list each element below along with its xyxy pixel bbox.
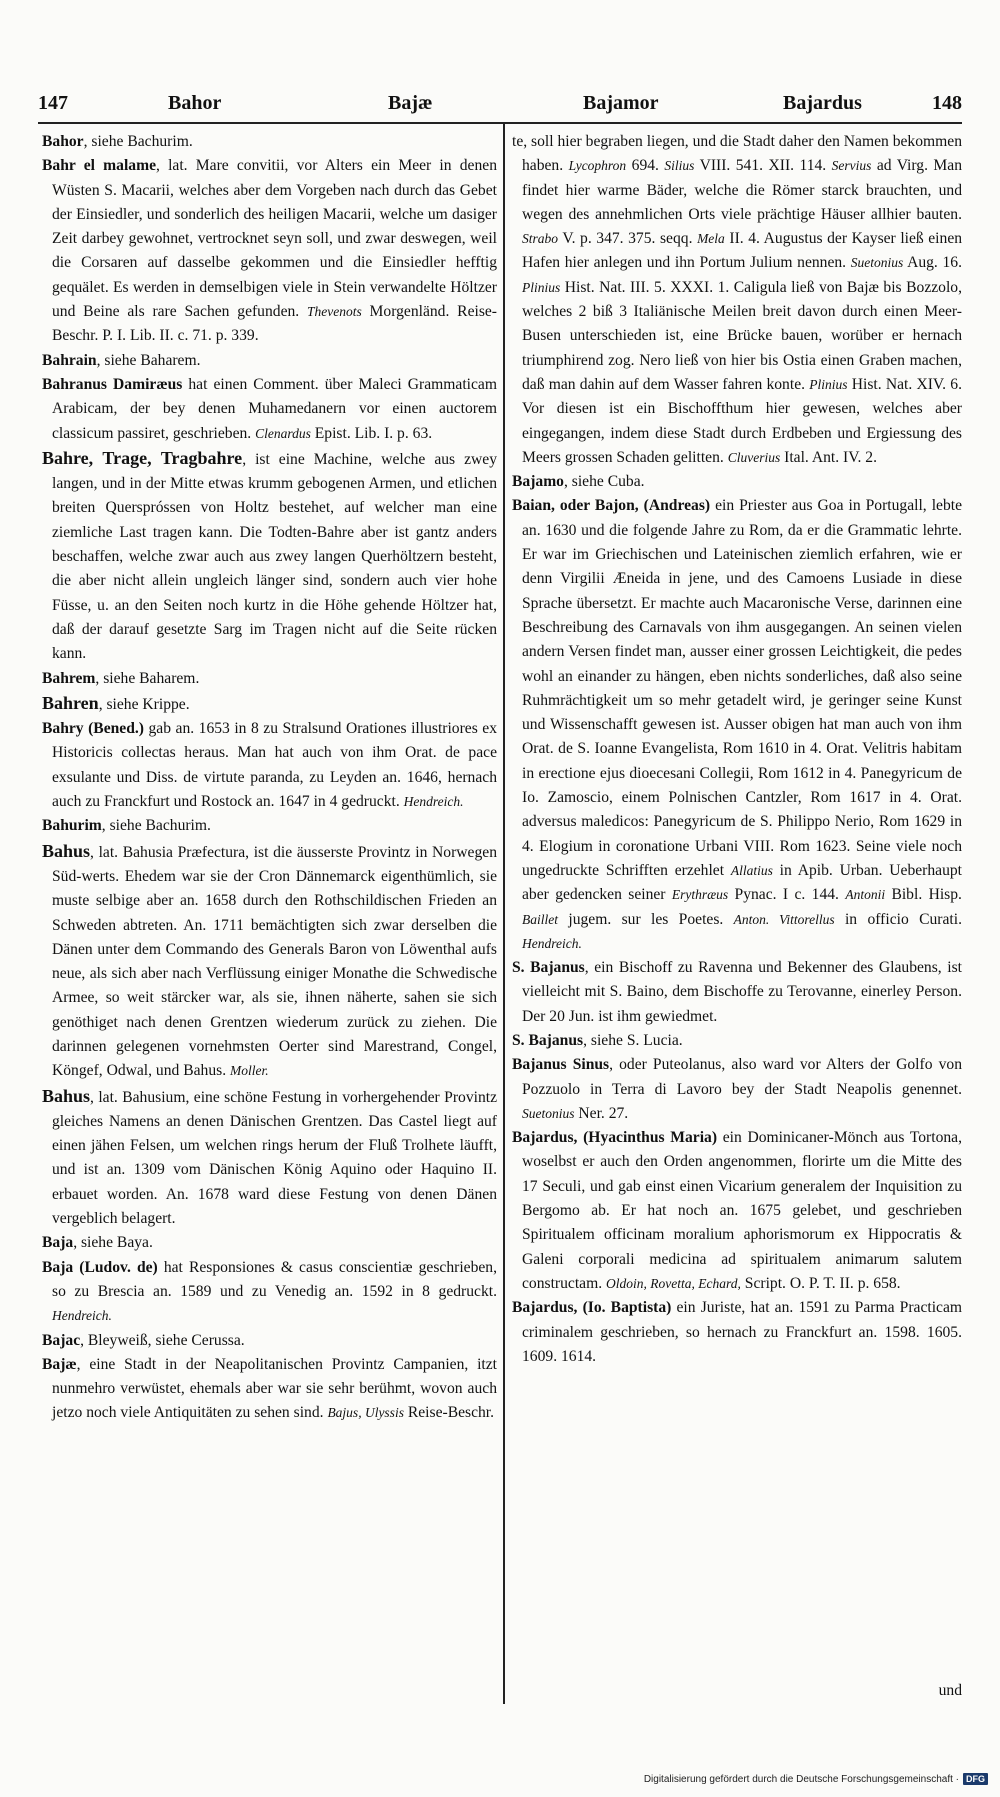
- dictionary-entry: [512, 1053, 962, 1126]
- entry-text: , eine Stadt in der Neapolitanischen Provintz Campanien, itzt nunmehro verwüstet, ehemals aber war sie sehr berühmt, wovon auch jetzo noch viele Antiquitäten zu sehen sind.: [52, 1355, 497, 1422]
- entry-lemma: S. Bajanus: [512, 959, 585, 977]
- entry-text: gab an. 1653 in 8 zu Stralsund Orationes illustriores ex Historicis collectas heraus. Man hat auch von ihm Orat. de pace exsulante und Diss. de virtute paranda, zu Leyden an. 1646, hernach auch zu Franckfurt und Rostock an. 1647 in 4 gedruckt.: [52, 720, 498, 811]
- running-head-left-1: Bahor: [168, 92, 222, 114]
- entry-text: te, soll hier begraben liegen, und die Stadt daher den Namen bekommen haben.: [512, 133, 962, 175]
- entry-text: , siehe Cuba.: [563, 473, 645, 491]
- digitization-footer: [644, 1773, 988, 1785]
- entry-text: 694.: [631, 157, 659, 175]
- entry-text: Reise-Beschr.: [407, 1404, 495, 1422]
- dictionary-entry: [42, 1353, 497, 1426]
- entry-text: Epist. Lib. I. p. 63.: [314, 424, 433, 442]
- entry-source: Mela: [697, 231, 725, 247]
- dictionary-entry: [42, 1329, 497, 1353]
- entry-source: Baillet: [522, 911, 558, 927]
- catchword: und: [938, 1682, 962, 1699]
- entry-text: hat einen Comment. über Maleci Grammaticam Arabicam, der bey denen Muhamedanern vor einen auctorem classicum passiret, geschrieben.: [52, 375, 497, 442]
- entry-source: Silius: [664, 158, 695, 174]
- dictionary-entry: [512, 130, 962, 470]
- dictionary-entry: [42, 446, 497, 667]
- entry-text: , ein Bischoff zu Ravenna und Bekenner des Glaubens, ist vielleicht mit S. Baino, dem Bischoffe zu Terovanne, einerley Person. Der 20 Jun. ist ihm gewiedmet.: [522, 959, 962, 1025]
- entry-text: II. 4. Augustus der Kayser ließ einen Hafen hier anlegen und ihn Portum Julium nennen.: [522, 230, 963, 272]
- running-head-right-2: Bajardus: [783, 92, 862, 114]
- entry-source: Suetonius: [850, 255, 904, 271]
- entry-lemma: Bajamo: [512, 473, 564, 491]
- entry-source: Antonii: [845, 887, 886, 903]
- entry-lemma: Baian, oder Bajon, (Andreas): [512, 497, 711, 515]
- entry-text: jugem. sur les Poetes.: [568, 910, 724, 928]
- entry-lemma: Bahry (Bened.): [42, 720, 144, 738]
- entry-source: Bajus, Ulyssis: [327, 1405, 404, 1421]
- entry-text: hat Responsiones & casus conscientiæ geschrieben, so zu Brescia an. 1589 und zu Venedig an. 1592 in 8 gedruckt.: [52, 1258, 497, 1300]
- entry-text: ein Juriste, hat an. 1591 zu Parma Practicam criminalem geschrieben, so hernach zu Franckfurt an. 1598. 1605. 1609. 1614.: [522, 1299, 962, 1365]
- entry-text: , lat. Bahusia Præfectura, ist die äusserste Provintz in Norwegen Süd-werts. Ehedem war sie der Cron Dännemarck eigenthümlich, sie muste selbige aber an. 1658 durch den Rothschildischen Frieden an Schweden abtreten. An. 1711 bemächtigten sich zwar derselben die Dänen unter dem Commando des Generals Baron von Löwenthal aufs neue, als sich aber nach Verflüssung einiger Monathe die Schwedische Armee, so weit stärcker war, als sie, ihnen näherte, sahen sie sich genöthiget nach denen Grentzen wiederum zurück zu ziehen. Die darinnen gelegenen vornehmsten Oerter sind Marestrand, Congel, Köngef, Odwal, und Bahus.: [52, 843, 497, 1080]
- page-header: [38, 88, 962, 122]
- entry-text: Hist. Nat. III. 5. XXXI. 1. Caligula ließ von Bajæ bis Bozzolo, welches 2 biß 3 Italiänische Meilen breit davon durch einen Meer-Busen unterschieden ist, eine Brücke bauen, worüber er hernach triumphirend zog. Nero ließ von hier bis Ostia einen Graben machen, daß man dahin auf dem Wasser fahren konte.: [522, 278, 962, 393]
- entry-lemma: Bajæ: [42, 1355, 77, 1373]
- dictionary-entry: [512, 470, 962, 494]
- entry-text: Ital. Ant. IV. 2.: [784, 448, 877, 466]
- running-head-left-2: Bajæ: [388, 92, 433, 114]
- entry-text: Bibl. Hisp.: [891, 886, 962, 904]
- entry-lemma: Bajac: [42, 1331, 81, 1349]
- entry-source: Hendreich.: [403, 794, 464, 810]
- entry-text: Aug. 16.: [907, 254, 962, 272]
- entry-source: Servius: [831, 158, 872, 174]
- dictionary-entry: [42, 1231, 497, 1255]
- entry-source: Plinius: [809, 376, 848, 392]
- entry-source: Hendreich.: [522, 935, 582, 951]
- entry-source: Moller.: [230, 1063, 269, 1079]
- dictionary-entry: [512, 494, 962, 956]
- dictionary-entry: [42, 1256, 497, 1329]
- entry-source: Lycophron: [568, 158, 627, 174]
- dictionary-entry: [512, 1029, 962, 1053]
- entry-lemma: Bahus: [42, 1085, 91, 1106]
- entry-text: , Bleyweiß, siehe Cerussa.: [80, 1331, 245, 1349]
- dictionary-entry: [42, 717, 497, 814]
- entry-lemma: Bahor: [42, 133, 84, 150]
- entry-lemma: Baja (Ludov. de): [42, 1258, 158, 1276]
- entry-text: ein Priester aus Goa in Portugall, lebte an. 1630 und die folgende Jahre zu Rom, da er die Grammatic lehrte. Er war im Griechischen und Lateinischen ziemlich erfahren, wie er denn Virgilii Æneida in jene, und des Camoens Lusiade in diese Sprache übersetzt. Er machte auch Macaronische Verse, darinnen eine Beschreibung des Carnavals von ihm ausgegangen. An seinen vielen andern Versen findet man, ausser einer grossen Leichtigkeit, die pedes wohl an einander zu hängen, eben nichts sonderliches, daß also seine Ruhmrächtigkeit um so mehr getadelt wird, je geringer seine Kunst und Wissenschafft gewesen ist. Ausser obigen hat man auch von ihm Orat. de S. Ioanne Evangelista, Rom 1610 in 4. Orat. Velitris habitam in erectione ejus dioecesani Collegii, Rom 1612 in 4. Panegyricum de Io. Zamoscio, einem Polnischen Cantzler, Rom 1617 in 4. Orat. adversus maledicos: Panegyricum de S. Philippo Nerio, Rom 1629 in 4. Elogium in coronatione Urbani VIII. Rom 1623. Seine viele noch ungedruckte Schrifften erzehlet: [522, 497, 962, 879]
- entry-lemma: Bahren: [42, 692, 99, 713]
- dictionary-entry: [42, 839, 497, 1084]
- entry-text: Pynac. I c. 144.: [734, 886, 839, 904]
- entry-source: Strabo: [522, 231, 559, 247]
- dfg-logo: DFG: [963, 1773, 988, 1785]
- page-number-right: 148: [932, 92, 962, 114]
- entry-text: in officio Curati.: [844, 910, 962, 928]
- entry-text: Hist. Nat. XIV. 6. Vor diesen ist ein Bischoffthum hier gewesen, welches aber eingegangen, indem diese Stadt durch Erdbeben und Ergiessung des Meers grossen Schaden gelitten.: [522, 375, 962, 466]
- entry-lemma: Bahranus Damiræus: [42, 375, 183, 393]
- entry-lemma: Bahr el malame: [42, 157, 156, 175]
- entry-lemma: Baja: [42, 1234, 74, 1252]
- entry-lemma: Bajardus, (Hyacinthus Maria): [512, 1129, 718, 1147]
- entry-text: in Apib. Urban. Ueberhaupt aber gedencken seiner: [522, 861, 962, 904]
- entry-text: Ner. 27.: [578, 1104, 629, 1122]
- entry-lemma: Bahrain: [42, 351, 97, 369]
- dictionary-entry: [42, 691, 497, 717]
- entry-text: , siehe Baya.: [73, 1234, 153, 1252]
- entry-lemma: Bahus: [42, 840, 91, 861]
- dictionary-entry: [512, 1296, 962, 1369]
- entry-lemma: Bahre, Trage, Tragbahre: [42, 447, 243, 468]
- entry-lemma: Bajanus Sinus: [512, 1056, 610, 1074]
- dictionary-entry: [512, 956, 962, 1029]
- entry-text: , lat. Mare convitii, vor Alters ein Meer in denen Wüsten S. Macarii, welches aber dem Vorgeben nach durch das Gebet der Einsiedler, und sonderlich des heiligen Macarii, welche um dasiger Zeit darbey gewohnet, vertrocknet seyn soll, und zwar deswegen, weil die Corsaren auf dasselbe gekommen und die Einsiedler hefftig gequälet. Es werden in demselbigen viele in Stein verwandelte Höltzer und Beine als rare Sachen gefunden.: [52, 157, 497, 321]
- entry-text: V. p. 347. 375. seqq.: [562, 230, 693, 248]
- column-divider: [503, 124, 505, 1704]
- entry-source: Erythræus: [671, 887, 729, 903]
- entry-text: VIII. 541. XII. 114.: [699, 157, 827, 175]
- entry-source: Clenardus: [255, 425, 311, 441]
- dictionary-entry: [42, 667, 497, 691]
- entry-text: , siehe Bachurim.: [101, 817, 211, 835]
- running-head-right-1: Bajamor: [583, 92, 659, 114]
- dictionary-entry: [42, 154, 497, 348]
- page-number-left: 147: [38, 92, 68, 114]
- entry-source: Anton. Vittorellus: [733, 911, 835, 927]
- dictionary-entry: [42, 373, 497, 446]
- right-column: [512, 130, 962, 1369]
- dictionary-entry: [42, 349, 497, 373]
- entry-lemma: S. Bajanus: [512, 1031, 584, 1049]
- entry-text: , ist eine Machine, welche aus zwey langen, und in der Mitte etwas krumm gebogenen Armen, und etlichen breiten Querspróssen von Holtz bestehet, auf welcher man eine ziemliche Last tragen kann. Die Todten-Bahre aber ist gantz anders beschaffen, welche zwar auch aus zwey langen Querhöltzern besteht, die aber nicht allein ungleich länger sind, sondern auch vier hohe Füsse, u. an den Seiten noch kurtz in die Höhe gehende Höltzer hat, daß der darauf gesetzte Sarg im Tragen nicht auf die Seite rücken kann.: [52, 450, 497, 663]
- dictionary-entry: [42, 1084, 497, 1232]
- entry-source: Suetonius: [522, 1105, 575, 1121]
- entry-text: , siehe Krippe.: [98, 695, 190, 713]
- entry-text: , siehe S. Lucia.: [583, 1031, 683, 1049]
- entry-text: Morgenländ. Reise-Beschr. P. I. Lib. II. c. 71. p. 339.: [52, 303, 498, 345]
- dictionary-entry: [512, 1126, 962, 1296]
- entry-text: , oder Puteolanus, also ward vor Alters der Golfo von Pozzuolo in Terra di Lavoro bey der Stadt Neapolis genennet.: [522, 1056, 962, 1098]
- entry-lemma: Bahurim: [42, 817, 102, 835]
- entry-text: , lat. Bahusium, eine schöne Festung in vorhergehender Provintz gleiches Namens an denen Dänischen Grentzen. Das Castel liegt auf einen jähen Felsen, um welchen rings herum der Fluß Trolhete läufft, und ist an. 1309 vom Dänischen König Aquino oder Haquino II. erbauet worden. An. 1678 ward diese Festung von denen Dänen vergeblich belagert.: [52, 1088, 497, 1228]
- dictionary-entry: [42, 130, 497, 154]
- entry-text: Script. O. P. T. II. p. 658.: [744, 1274, 901, 1292]
- entry-text: , siehe Baharem.: [96, 351, 201, 369]
- footer-text: Digitalisierung gefördert durch die Deutsche Forschungsgemeinschaft ·: [643, 1773, 959, 1785]
- header-rule: [38, 122, 962, 124]
- entry-lemma: Bajardus, (Io. Baptista): [512, 1299, 672, 1317]
- entry-source: Thevenots: [307, 304, 362, 320]
- entry-source: Hendreich.: [52, 1308, 112, 1324]
- entry-text: ein Dominicaner-Mönch aus Tortona, woselbst er auch den Orden angenommen, florirte um die Mitte des 17 Seculi, und gab einst einen Vicarium generalem der Inquisition zu Bergomo ab. Er hat noch an. 1675 gelebet, und geschrieben Spiritualem officinam moralium aphorismorum ex Hippocratis & Galeni corporali medicina ad spiritualem animarum salutem constructam.: [522, 1129, 962, 1292]
- entry-source: Allatius: [730, 862, 773, 878]
- left-column: [42, 130, 497, 1426]
- entry-text: , siehe Baharem.: [95, 669, 200, 687]
- entry-source: Oldoin, Rovetta, Echard,: [606, 1275, 741, 1291]
- entry-source: Plinius: [522, 279, 561, 295]
- dictionary-entry: [42, 814, 497, 838]
- entry-source: Cluverius: [727, 449, 781, 465]
- entry-lemma: Bahrem: [42, 669, 96, 687]
- entry-text: , siehe Bachurim.: [83, 133, 193, 150]
- entry-text: ad Virg. Man findet hier warme Bäder, welche die Römer starck brauchten, und wegen des annehmlichen Orts viele prächtige Häuser allhier bauten.: [522, 157, 963, 223]
